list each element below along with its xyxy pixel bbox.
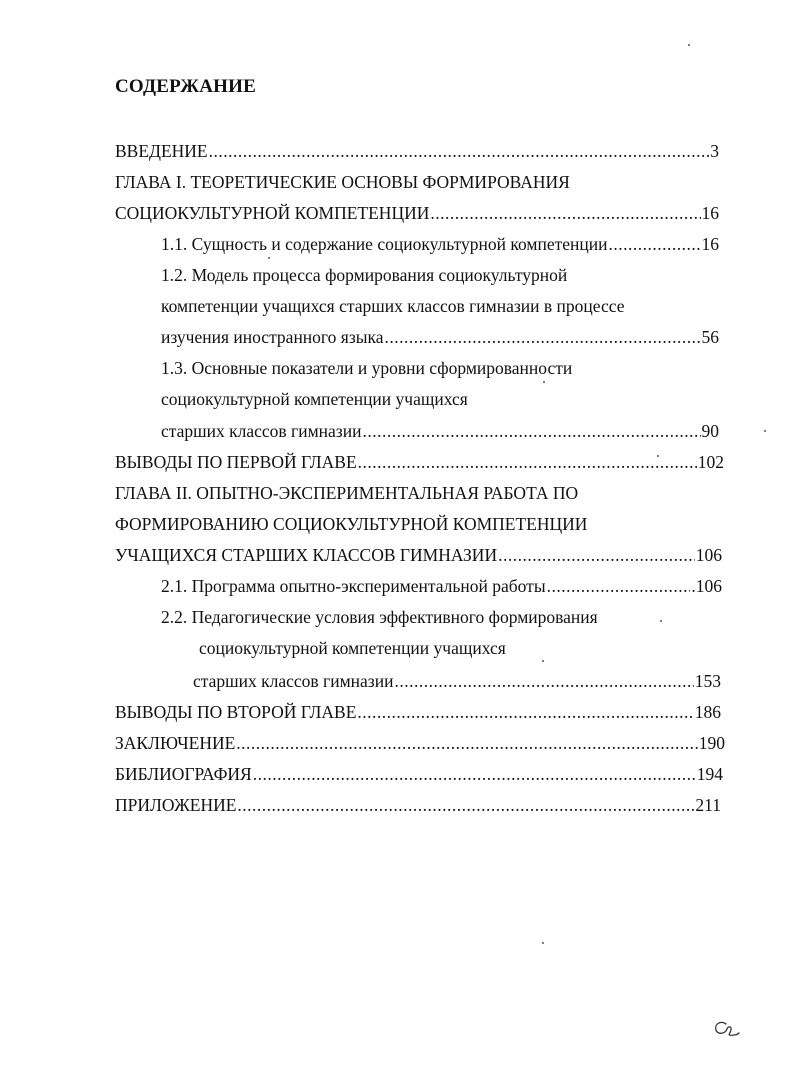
toc-entry-chapter-2-line-2 (115, 513, 587, 535)
toc-entry-text: старших классов гимназии (193, 671, 394, 691)
toc-entry-text: ГЛАВА II. ОПЫТНО-ЭКСПЕРИМЕНТАЛЬНАЯ РАБОТА ПО (115, 483, 579, 503)
toc-entry-text: ЗАКЛЮЧЕНИЕ (115, 733, 236, 753)
toc-page-number: 106 (695, 545, 722, 565)
leader-dots (430, 202, 700, 224)
toc-entry-text: ГЛАВА I. ТЕОРЕТИЧЕСКИЕ ОСНОВЫ ФОРМИРОВАНИЯ (115, 172, 570, 192)
toc-page-number: 153 (694, 671, 721, 691)
scan-speck (268, 257, 270, 259)
toc-entry-section-1-1 (161, 233, 719, 255)
toc-entry-section-2-1 (161, 575, 722, 597)
toc-page-number: 16 (701, 234, 719, 254)
leader-dots (358, 451, 697, 473)
scan-speck (764, 430, 766, 432)
scan-speck (542, 660, 544, 662)
toc-entry-section-1-3 (161, 420, 719, 442)
toc-page-number: 16 (701, 203, 719, 223)
leader-dots (357, 701, 693, 723)
toc-entry-section-2-2 (193, 670, 721, 692)
toc-entry-text: ФОРМИРОВАНИЮ СОЦИОКУЛЬТУРНОЙ КОМПЕТЕНЦИИ (115, 514, 588, 534)
scan-speck (688, 44, 690, 46)
scan-speck (660, 620, 662, 622)
toc-entry-text: 1.2. Модель процесса формирования социокультурной (161, 265, 568, 285)
scan-speck (657, 455, 659, 457)
leader-dots (608, 233, 700, 255)
toc-entry-section-1-2-line-2 (161, 295, 624, 317)
toc-entry-text: ВЫВОДЫ ПО ВТОРОЙ ГЛАВЕ (115, 702, 357, 722)
toc-page-number: 102 (697, 452, 724, 472)
page-title: СОДЕРЖАНИЕ (115, 76, 256, 97)
toc-entry-appendix (115, 794, 721, 816)
toc-entry-chapter-2 (115, 544, 722, 566)
toc-entry-conclusions-chapter-2 (115, 701, 721, 723)
toc-entry-text: 2.2. Педагогические условия эффективного формирования (161, 607, 598, 627)
toc-entry-conclusion (115, 732, 725, 754)
toc-entry-text: компетенции учащихся старших классов гимназии в процессе (161, 296, 625, 316)
leader-dots (236, 732, 697, 754)
toc-entry-section-1-2-line-1 (161, 264, 567, 286)
toc-page-number: 190 (698, 733, 725, 753)
toc-page-number: 186 (694, 702, 721, 722)
toc-entry-text: ПРИЛОЖЕНИЕ (115, 795, 237, 815)
toc-entry-section-1-3-line-1 (161, 357, 572, 379)
toc-entry-text: изучения иностранного языка (161, 327, 384, 347)
toc-entry-section-2-2-line-2 (199, 637, 506, 659)
toc-entry-section-1-3-line-2 (161, 388, 468, 410)
scan-speck (542, 942, 544, 944)
toc-entry-conclusions-chapter-1 (115, 451, 724, 473)
toc-entry-chapter-1 (115, 202, 719, 224)
leader-dots (253, 763, 696, 785)
toc-entry-text: 1.1. Сущность и содержание социокультурной компетенции (161, 234, 608, 254)
toc-entry-introduction (115, 140, 719, 162)
leader-dots (394, 670, 693, 692)
toc-entry-text: ВЫВОДЫ ПО ПЕРВОЙ ГЛАВЕ (115, 452, 357, 472)
toc-entry-text: ВВЕДЕНИЕ (115, 141, 208, 161)
toc-page-number: 194 (696, 764, 723, 784)
toc-entry-text: социокультурной компетенции учащихся (161, 389, 468, 409)
leader-dots (237, 794, 694, 816)
toc-entry-chapter-1-line-1 (115, 171, 570, 193)
leader-dots (362, 420, 700, 442)
leader-dots (547, 575, 691, 597)
toc-entry-section-1-2 (161, 326, 719, 348)
leader-dots (498, 544, 695, 566)
toc-page-number: 3 (710, 141, 719, 161)
leader-dots (385, 326, 701, 348)
toc-entry-bibliography (115, 763, 723, 785)
toc-entry-text: 2.1. Программа опытно-экспериментальной работы (161, 576, 546, 596)
toc-entry-section-2-2-line-1 (161, 606, 598, 628)
toc-entry-text: социокультурной компетенции учащихся (199, 638, 506, 658)
toc-entry-text: УЧАЩИХСЯ СТАРШИХ КЛАССОВ ГИМНАЗИИ (115, 545, 498, 565)
toc-entry-text: старших классов гимназии (161, 421, 362, 441)
scan-speck (543, 381, 545, 383)
toc-entry-text: БИБЛИОГРАФИЯ (115, 764, 252, 784)
toc-page-number: 90 (701, 421, 719, 441)
toc-page-number: 56 (701, 327, 719, 347)
toc-entry-text: 1.3. Основные показатели и уровни сформированности (161, 358, 573, 378)
toc-entry-text: СОЦИОКУЛЬТУРНОЙ КОМПЕТЕНЦИИ (115, 203, 430, 223)
leader-dots (209, 140, 710, 162)
toc-entry-chapter-2-line-1 (115, 482, 578, 504)
toc-page-number: .106 (691, 576, 722, 596)
toc-page-number: 211 (695, 795, 721, 815)
handwritten-page-number-icon (712, 1018, 740, 1040)
